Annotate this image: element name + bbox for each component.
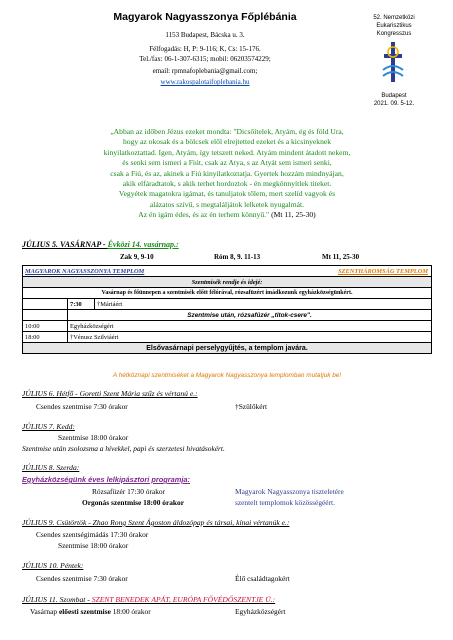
- jul7-mass: Szentmise 18:00 órakor: [58, 433, 129, 442]
- jul7-note: Szentmise után zsolozsma a hívekkel, papi és szerzetesi hivatásokért.: [22, 444, 225, 453]
- congress-logo-icon: [380, 40, 406, 86]
- masses-title: Szentmisék rendje és idejé:: [23, 277, 432, 288]
- jul11-intention: Egyházközségért: [235, 607, 286, 616]
- sunday-heading: [22, 240, 179, 249]
- weekday-note: A hétköznapi szentmiséket a Magyarok Nagyasszonya templomban mutatjuk be!: [112, 372, 342, 379]
- congress-line3: Kongresszus: [376, 31, 412, 37]
- empty-cell: [23, 299, 68, 310]
- congress-line1: 52. Nemzetközi: [373, 15, 415, 21]
- church-1: MAGYAROK NAGYASSZONYA TEMPLOM: [25, 267, 145, 275]
- day-title-jul6: JÚLIUS 6. Hétfő - Goretti Szent Mária szűz és vértanú e.:: [22, 389, 198, 398]
- parish-address: 1153 Budapest, Bácska u. 3.: [165, 31, 245, 39]
- table-row: [23, 332, 432, 343]
- table-row: [23, 277, 432, 288]
- table-row: [23, 321, 432, 332]
- website-link[interactable]: www.rakospalotaifoplebania.hu: [160, 78, 250, 86]
- jul8-intention-1: Magyarok Nagyasszonya tiszteletére: [235, 487, 344, 496]
- jul9-mass: Szentmise 18:00 órakor: [58, 541, 129, 550]
- table-row: [23, 288, 432, 299]
- church-header-cell: [23, 266, 432, 277]
- jul6-intention: †Szülőkért: [235, 402, 268, 411]
- jul11-mass-a: Vasárnap: [30, 607, 59, 616]
- quote-reference: (Mt 11, 25-30): [271, 210, 316, 220]
- day-title-jul7: JÚLIUS 7. Kedd:: [22, 422, 75, 431]
- jul11-mass-b: előesti szentmise: [58, 607, 111, 616]
- parish-title: Magyarok Nagyasszonya Főplébánia: [113, 11, 297, 23]
- day-title-jul10: JÚLIUS 10. Péntek:: [22, 561, 84, 570]
- quote-line: Vegyétek magatokra igámat, és tanuljatok tőlem, mert szelíd vagyok és: [118, 189, 336, 199]
- congress-line2: Eukarisztikus: [376, 23, 412, 29]
- reading-3: Mt 11, 25-30: [322, 253, 360, 261]
- jul11-feast: SZENT BENEDEK APÁT, EURÓPA FŐVÉDŐSZENTJE Ü.:: [91, 595, 276, 604]
- sunday-date: JÚLIUS 5. VASÁRNAP -: [22, 240, 108, 249]
- reading-1: Zak 9, 9-10: [120, 253, 154, 261]
- congress-city: Budapest: [381, 93, 407, 99]
- jul8-rosary: Rózsafüzér 17:30 órakor: [92, 487, 166, 496]
- mass-time: 10:00: [23, 321, 68, 332]
- day-title-jul11: [22, 595, 275, 604]
- phone-line: Tel./fax: 06-1-307-6315; mobil: 06203574229;: [139, 55, 271, 63]
- email-line: email: rpmnafoplebania@gmail.com;: [152, 67, 258, 75]
- mass-intention: †Vénusz Szilviáért: [68, 332, 432, 343]
- jul10-intention: Élő családtagokért: [235, 574, 290, 583]
- jul11-mass-c: 18:00 órakor: [110, 607, 151, 616]
- congress-date: 2021. 09. 5-12.: [373, 101, 415, 107]
- jul11-mass: [30, 607, 151, 616]
- table-row: [23, 299, 432, 310]
- quote-line: hogy az okosak és a bölcsek elől elrejtetted ezeket és a kicsinyeknek: [122, 137, 332, 147]
- quote-line: akik elfáradtatok, s akik terhet hordoztok - én megkönnyítlek titeket.: [122, 179, 332, 189]
- quote-line: [14, 210, 440, 220]
- masses-note: Vasárnap és főünnepen a szentmisék előtt félórával, rózsafüzért imádkozunk egyházközségünkért.: [23, 288, 432, 299]
- mass-intention: †Máriáért: [95, 299, 432, 310]
- jul8-intention-2: szentelt templomok közösségéért.: [235, 498, 335, 507]
- quote-line: alázatos szívű, s megtaláljátok lelketek nyugalmát.: [149, 199, 305, 209]
- jul8-mass: Orgonás szentmise 18:00 órakor: [82, 498, 185, 507]
- jul8-program: Egyházközségünk éves lelkipásztori programja:: [22, 475, 190, 484]
- table-row: [23, 266, 432, 277]
- reading-2: Róm 8, 9. 11-13: [214, 253, 261, 261]
- office-hours: Félfogadás: H, P: 9-116; K, Cs: 15-176.: [149, 45, 261, 53]
- table-row: [23, 343, 432, 354]
- day-title-jul8: JÚLIUS 8. Szerda:: [22, 463, 80, 472]
- mass-intention: Egyházközségért: [68, 321, 432, 332]
- gospel-quote: [14, 127, 440, 221]
- quote-last-line: Az én igám édes, és az én terhem könnyű.": [138, 210, 270, 220]
- table-row: [23, 310, 432, 321]
- jul11-date: JÚLIUS 11. Szombat -: [22, 595, 92, 604]
- jul9-adoration: Csendes szentségimádás 17:30 órakor: [36, 530, 149, 539]
- rosary-exchange: Szentmise után, rózsafüzér „titok-csere".: [68, 310, 432, 321]
- quote-line: „Abban az időben Jézus ezeket mondta: "Dicsőítelek, Atyám, ég és föld Ura,: [110, 127, 344, 136]
- mass-time: 18:00: [23, 332, 68, 343]
- quote-line: és senki sem ismeri a Fiút, csak az Atya, s az Atyát sem ismeri senki,: [122, 158, 332, 168]
- empty-cell: [23, 310, 68, 321]
- church-2: SZENTHÁROMSÁG TEMPLOM: [337, 267, 428, 275]
- collection-note: Elsővasárnapi perselygyűjtés, a templom javára.: [23, 343, 432, 354]
- quote-line: csak a Fiú, és az, akinek a Fiú kinyilatkoztatja. Gyertek hozzám mindnyájan,: [110, 168, 344, 178]
- sunday-feast: Évközi 14. vasárnap.:: [107, 240, 179, 249]
- jul6-mass: Csendes szentmise 7:30 órakor: [36, 402, 128, 411]
- mass-time: 7:30: [68, 299, 95, 310]
- quote-line: kinyilatkoztattad. Igen, Atyám, így tetszett neked. Atyám mindent átadott nekem,: [103, 147, 351, 157]
- day-title-jul9: JÚLIUS 9. Csütörtök - Zhao Rong Szent Ágoston áldozópap és társai, kínai vértanúk e.:: [22, 518, 290, 527]
- jul10-mass: Csendes szentmise 7:30 órakor: [36, 574, 128, 583]
- sunday-schedule-table: [22, 265, 432, 354]
